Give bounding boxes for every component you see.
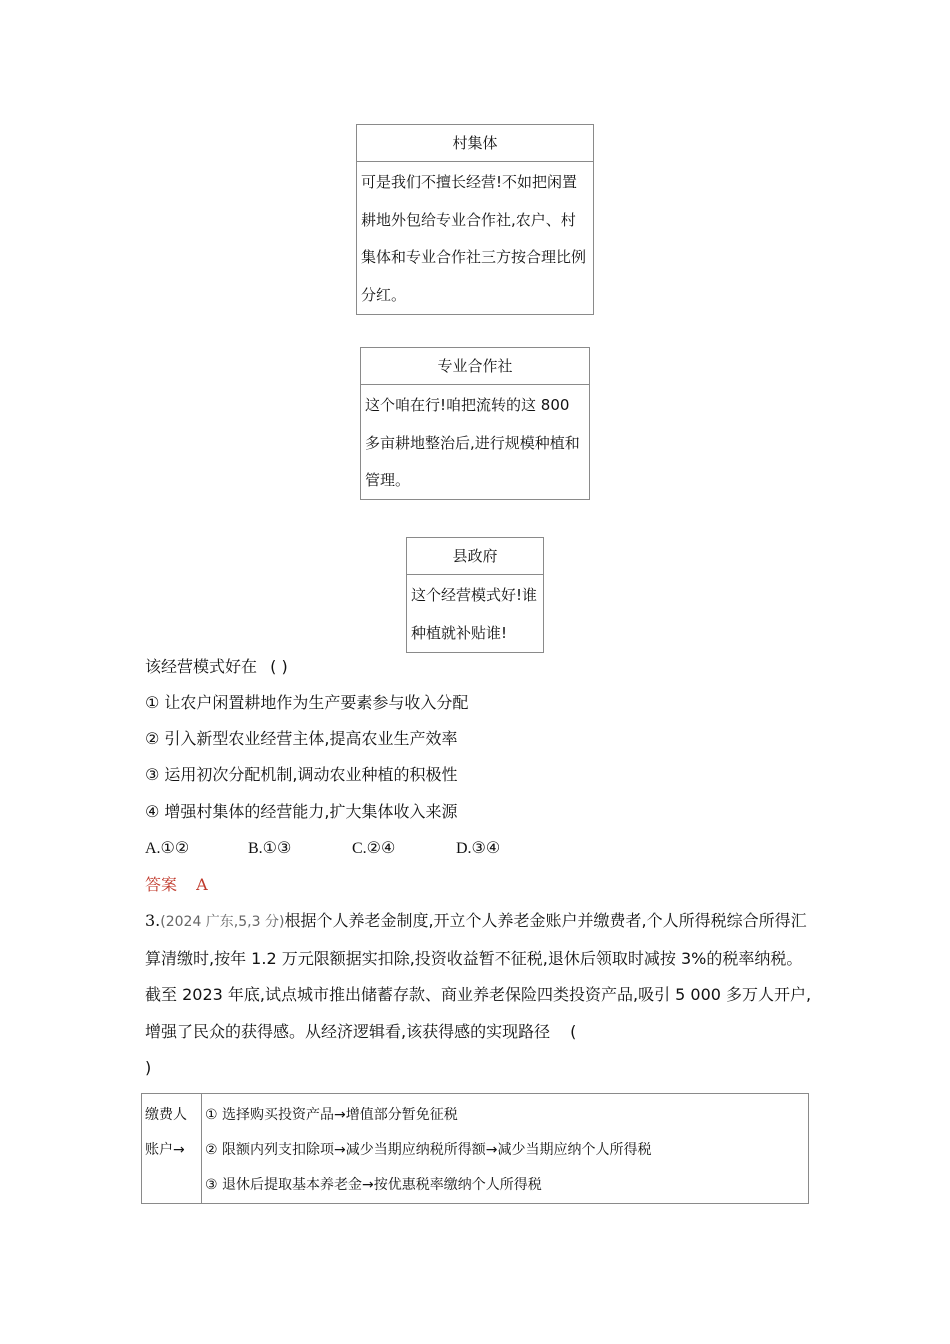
choice-options — [145, 839, 545, 859]
dialog-box-text: 这个经营模式好!谁种植就补贴谁! — [411, 586, 538, 642]
answer-line — [145, 875, 208, 895]
option-d: D.③④ — [456, 840, 501, 857]
flow-step-3: ③ 退休后提取基本养老金→按优惠税率缴纳个人所得税 — [205, 1177, 542, 1193]
dialog-box-text: 可是我们不擅长经营!不如把闲置耕地外包给专业合作社,农户、村集体和专业合作社三方按合理比例分红。 — [361, 173, 587, 304]
bracket-open: ( — [570, 1021, 577, 1041]
dialog-box-text: 这个咱在行!咱把流转的这 800 多亩耕地整治后,进行规模种植和管理。 — [365, 396, 580, 489]
statement-2: ② 引入新型农业经营主体,提高农业生产效率 — [145, 729, 458, 748]
flow-table-steps — [202, 1094, 809, 1204]
question-number: 3. — [145, 911, 161, 930]
question-stem-text: 该经营模式好在 — [145, 657, 258, 676]
bracket-close: ) — [145, 1058, 152, 1077]
flow-step-2: ② 限额内列支扣除项→减少当期应纳税所得额→减少当期应纳个人所得税 — [205, 1142, 652, 1158]
flow-step-1: ① 选择购买投资产品→增值部分暂免征税 — [205, 1107, 458, 1123]
flow-table-label: 缴费人账户→ — [142, 1094, 202, 1204]
answer-bracket: ( ) — [270, 657, 288, 676]
dialog-box-cooperative — [360, 347, 590, 500]
statement-3: ③ 运用初次分配机制,调动农业种植的积极性 — [145, 765, 458, 784]
dialog-box-title: 专业合作社 — [361, 348, 589, 385]
dialog-box-title: 村集体 — [357, 125, 593, 162]
option-a: A.①② — [145, 840, 190, 857]
question-stem — [145, 657, 288, 677]
question-source: (2024 广东,5,3 分) — [160, 914, 285, 930]
question-text: 根据个人养老金制度,开立个人养老金账户并缴费者,个人所得税综合所得汇算清缴时,按年 1.2 万元限额据实扣除,投资收益暂不征税,退休后领取时减按 3%的税率纳税。截至 2023 年底,试点城市推出储蓄存款、商业养老保险四类投资产品,吸引 5 000 多万人开户,增强了民众的获得感。从经济逻辑看,该获得感的实现路径 — [145, 911, 812, 1041]
dialog-box-title: 县政府 — [407, 538, 543, 575]
dialog-box-village-collective — [356, 124, 594, 315]
answer-label: 答案 — [145, 875, 178, 894]
dialog-box-county-government — [406, 537, 544, 653]
statement-4: ④ 增强村集体的经营能力,扩大集体收入来源 — [145, 802, 458, 821]
question-3 — [145, 903, 815, 1087]
option-c: C.②④ — [352, 840, 396, 857]
statement-1: ① 让农户闲置耕地作为生产要素参与收入分配 — [145, 693, 469, 712]
flow-table — [141, 1093, 809, 1204]
answer-value: A — [196, 875, 208, 894]
option-b: B.①③ — [248, 840, 292, 857]
